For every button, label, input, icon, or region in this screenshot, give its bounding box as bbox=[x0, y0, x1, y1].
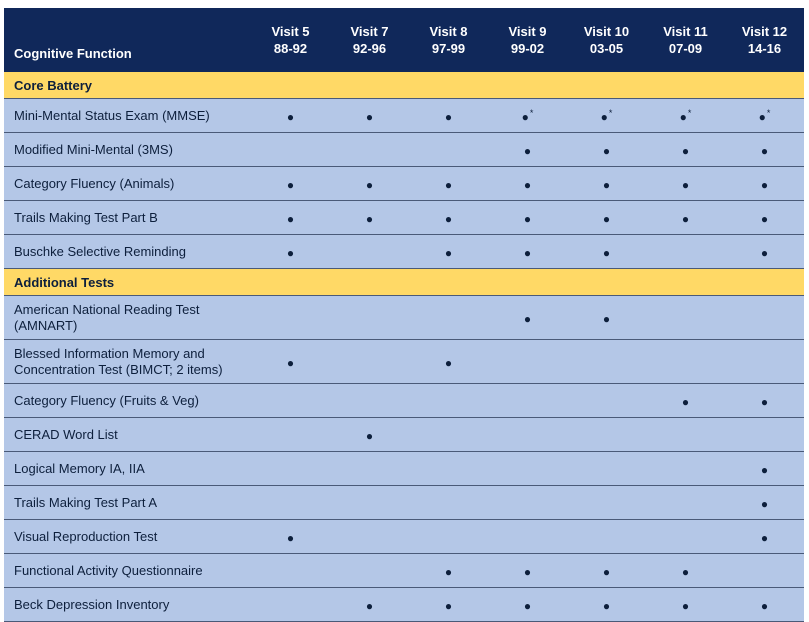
visit-cell bbox=[251, 588, 330, 622]
visit-name: Visit 10 bbox=[583, 24, 630, 39]
visit-cell bbox=[409, 452, 488, 486]
test-name: Logical Memory IA, IIA bbox=[4, 452, 251, 486]
visit-cell bbox=[725, 133, 804, 167]
test-name: Category Fluency (Animals) bbox=[4, 167, 251, 201]
visit-cell bbox=[567, 296, 646, 340]
test-name: CERAD Word List bbox=[4, 418, 251, 452]
table-row bbox=[4, 201, 804, 235]
visit-cell bbox=[725, 554, 804, 588]
visit-name: Visit 5 bbox=[271, 24, 310, 39]
administered-dot-icon: ● bbox=[444, 212, 453, 226]
cognitive-function-table bbox=[4, 8, 804, 622]
administered-dot-icon: ● bbox=[679, 110, 687, 124]
visit-cell bbox=[251, 486, 330, 520]
visit-cell bbox=[409, 340, 488, 384]
administered-dot-icon: ● bbox=[760, 531, 769, 545]
administered-dot-icon: ● bbox=[286, 110, 295, 124]
visit-cell bbox=[646, 384, 725, 418]
visit-cell bbox=[646, 133, 725, 167]
administered-dot-icon: ● bbox=[523, 212, 532, 226]
visit-cell bbox=[725, 588, 804, 622]
column-header-visit bbox=[251, 8, 330, 72]
administered-dot-icon: ● bbox=[365, 429, 374, 443]
table-row bbox=[4, 235, 804, 269]
visit-cell bbox=[725, 167, 804, 201]
test-name: Modified Mini-Mental (3MS) bbox=[4, 133, 251, 167]
visit-cell bbox=[330, 133, 409, 167]
visit-cell bbox=[251, 235, 330, 269]
visit-cell bbox=[488, 418, 567, 452]
administered-dot-icon: ● bbox=[760, 144, 769, 158]
visit-cell bbox=[725, 235, 804, 269]
visit-cell bbox=[567, 486, 646, 520]
visit-cell bbox=[251, 133, 330, 167]
visit-cell bbox=[567, 554, 646, 588]
administered-dot-icon: ● bbox=[365, 110, 374, 124]
table-row bbox=[4, 486, 804, 520]
test-name: Category Fluency (Fruits & Veg) bbox=[4, 384, 251, 418]
administered-dot-icon: ● bbox=[681, 395, 690, 409]
table-row bbox=[4, 133, 804, 167]
visit-cell bbox=[646, 486, 725, 520]
visit-cell bbox=[567, 133, 646, 167]
visit-cell bbox=[488, 588, 567, 622]
visit-name: Visit 7 bbox=[350, 24, 389, 39]
administered-dot-icon: ● bbox=[760, 497, 769, 511]
visit-cell bbox=[330, 201, 409, 235]
administered-dot-icon: ● bbox=[444, 178, 453, 192]
administered-dot-icon: ● bbox=[521, 110, 529, 124]
administered-dot-icon: ● bbox=[681, 599, 690, 613]
visit-cell bbox=[409, 99, 488, 133]
footnote-asterisk: * bbox=[687, 108, 692, 118]
table-row bbox=[4, 554, 804, 588]
visit-cell bbox=[409, 167, 488, 201]
test-name: Trails Making Test Part B bbox=[4, 201, 251, 235]
visit-years: 97-99 bbox=[431, 41, 466, 56]
table-row bbox=[4, 296, 804, 340]
visit-cell bbox=[725, 418, 804, 452]
visit-cell bbox=[330, 167, 409, 201]
header-row bbox=[4, 8, 804, 72]
administered-dot-icon: ● bbox=[681, 565, 690, 579]
visit-cell bbox=[567, 340, 646, 384]
visit-cell bbox=[725, 486, 804, 520]
visit-cell bbox=[488, 486, 567, 520]
visit-cell bbox=[567, 588, 646, 622]
visit-cell bbox=[646, 296, 725, 340]
visit-cell bbox=[251, 384, 330, 418]
visit-cell bbox=[488, 201, 567, 235]
administered-dot-icon: ● bbox=[760, 463, 769, 477]
visit-cell bbox=[251, 340, 330, 384]
visit-cell bbox=[488, 167, 567, 201]
section-header-row bbox=[4, 269, 804, 296]
visit-cell bbox=[488, 99, 567, 133]
visit-cell bbox=[488, 340, 567, 384]
footnote-asterisk: * bbox=[766, 108, 771, 118]
visit-cell bbox=[409, 554, 488, 588]
visit-name: Visit 8 bbox=[429, 24, 468, 39]
visit-cell bbox=[725, 340, 804, 384]
visit-cell bbox=[488, 296, 567, 340]
administered-dot-icon: ● bbox=[444, 356, 453, 370]
visit-cell bbox=[330, 296, 409, 340]
table-header bbox=[4, 8, 804, 72]
test-name: American National Reading Test (AMNART) bbox=[4, 296, 251, 340]
administered-dot-icon: ● bbox=[286, 531, 295, 545]
visit-cell bbox=[646, 554, 725, 588]
table-row bbox=[4, 99, 804, 133]
test-name: Buschke Selective Reminding bbox=[4, 235, 251, 269]
section-title: Additional Tests bbox=[4, 269, 804, 296]
visit-cell bbox=[330, 418, 409, 452]
administered-dot-icon: ● bbox=[602, 178, 611, 192]
visit-cell bbox=[251, 167, 330, 201]
visit-cell bbox=[725, 99, 804, 133]
visit-cell bbox=[567, 167, 646, 201]
visit-cell bbox=[330, 486, 409, 520]
test-name: Beck Depression Inventory bbox=[4, 588, 251, 622]
visit-cell bbox=[646, 167, 725, 201]
footnote-asterisk: * bbox=[608, 108, 613, 118]
administered-dot-icon: ● bbox=[681, 212, 690, 226]
visit-years: 88-92 bbox=[273, 41, 308, 56]
section-title: Core Battery bbox=[4, 72, 804, 99]
visit-years: 03-05 bbox=[589, 41, 624, 56]
administered-dot-icon: ● bbox=[286, 246, 295, 260]
administered-dot-icon: ● bbox=[681, 178, 690, 192]
visit-name: Visit 11 bbox=[663, 24, 708, 39]
visit-cell bbox=[567, 99, 646, 133]
table-row bbox=[4, 588, 804, 622]
table-row bbox=[4, 340, 804, 384]
visit-cell bbox=[330, 452, 409, 486]
administered-dot-icon: ● bbox=[365, 599, 374, 613]
visit-cell bbox=[488, 384, 567, 418]
administered-dot-icon: ● bbox=[523, 178, 532, 192]
visit-years: 14-16 bbox=[747, 41, 782, 56]
administered-dot-icon: ● bbox=[365, 212, 374, 226]
administered-dot-icon: ● bbox=[681, 144, 690, 158]
administered-dot-icon: ● bbox=[444, 246, 453, 260]
administered-dot-icon: ● bbox=[444, 565, 453, 579]
table-row bbox=[4, 418, 804, 452]
administered-dot-icon: ● bbox=[444, 110, 453, 124]
visit-cell bbox=[488, 235, 567, 269]
visit-cell bbox=[330, 588, 409, 622]
visit-cell bbox=[725, 296, 804, 340]
visit-cell bbox=[567, 384, 646, 418]
administered-dot-icon: ● bbox=[444, 599, 453, 613]
visit-cell bbox=[646, 201, 725, 235]
visit-cell bbox=[488, 554, 567, 588]
test-name: Mini-Mental Status Exam (MMSE) bbox=[4, 99, 251, 133]
administered-dot-icon: ● bbox=[602, 144, 611, 158]
visit-cell bbox=[409, 486, 488, 520]
visit-cell bbox=[251, 201, 330, 235]
footnote-asterisk: * bbox=[529, 108, 534, 118]
visit-cell bbox=[409, 201, 488, 235]
test-name: Visual Reproduction Test bbox=[4, 520, 251, 554]
administered-dot-icon: ● bbox=[523, 599, 532, 613]
administered-dot-icon: ● bbox=[523, 565, 532, 579]
visit-cell bbox=[567, 452, 646, 486]
visit-cell bbox=[330, 554, 409, 588]
administered-dot-icon: ● bbox=[286, 178, 295, 192]
visit-cell bbox=[646, 99, 725, 133]
visit-cell bbox=[646, 340, 725, 384]
visit-cell bbox=[646, 588, 725, 622]
visit-cell bbox=[330, 340, 409, 384]
administered-dot-icon: ● bbox=[760, 599, 769, 613]
visit-cell bbox=[330, 235, 409, 269]
visit-cell bbox=[646, 418, 725, 452]
visit-cell bbox=[488, 452, 567, 486]
visit-name: Visit 12 bbox=[741, 24, 788, 39]
table-body bbox=[4, 72, 804, 622]
column-header-visit bbox=[409, 8, 488, 72]
column-header-visit bbox=[567, 8, 646, 72]
visit-cell bbox=[567, 418, 646, 452]
visit-years: 99-02 bbox=[510, 41, 545, 56]
column-header-visit bbox=[488, 8, 567, 72]
visit-cell bbox=[251, 418, 330, 452]
administered-dot-icon: ● bbox=[523, 246, 532, 260]
visit-years: 07-09 bbox=[668, 41, 703, 56]
table-row bbox=[4, 452, 804, 486]
visit-cell bbox=[567, 201, 646, 235]
administered-dot-icon: ● bbox=[523, 144, 532, 158]
administered-dot-icon: ● bbox=[365, 178, 374, 192]
administered-dot-icon: ● bbox=[286, 212, 295, 226]
administered-dot-icon: ● bbox=[760, 178, 769, 192]
visit-cell bbox=[330, 384, 409, 418]
visit-cell bbox=[251, 452, 330, 486]
visit-cell bbox=[725, 452, 804, 486]
administered-dot-icon: ● bbox=[523, 312, 532, 326]
column-header-cognitive-function: Cognitive Function bbox=[4, 8, 251, 72]
visit-cell bbox=[646, 452, 725, 486]
visit-cell bbox=[409, 235, 488, 269]
visit-cell bbox=[646, 235, 725, 269]
visit-name: Visit 9 bbox=[508, 24, 547, 39]
visit-cell bbox=[725, 384, 804, 418]
table-row bbox=[4, 384, 804, 418]
visit-cell bbox=[567, 235, 646, 269]
administered-dot-icon: ● bbox=[286, 356, 295, 370]
administered-dot-icon: ● bbox=[602, 212, 611, 226]
test-name: Trails Making Test Part A bbox=[4, 486, 251, 520]
visit-cell bbox=[409, 133, 488, 167]
administered-dot-icon: ● bbox=[760, 212, 769, 226]
test-name: Blessed Information Memory and Concentration Test (BIMCT; 2 items) bbox=[4, 340, 251, 384]
administered-dot-icon: ● bbox=[602, 565, 611, 579]
column-header-visit bbox=[330, 8, 409, 72]
visit-years: 92-96 bbox=[352, 41, 387, 56]
visit-cell bbox=[251, 99, 330, 133]
visit-cell bbox=[409, 588, 488, 622]
administered-dot-icon: ● bbox=[602, 246, 611, 260]
administered-dot-icon: ● bbox=[760, 395, 769, 409]
administered-dot-icon: ● bbox=[600, 110, 608, 124]
table-row bbox=[4, 167, 804, 201]
visit-cell bbox=[488, 133, 567, 167]
column-header-visit bbox=[725, 8, 804, 72]
administered-dot-icon: ● bbox=[758, 110, 766, 124]
visit-cell bbox=[725, 201, 804, 235]
administered-dot-icon: ● bbox=[602, 312, 611, 326]
test-name: Functional Activity Questionnaire bbox=[4, 554, 251, 588]
visit-cell bbox=[330, 99, 409, 133]
visit-cell bbox=[409, 296, 488, 340]
visit-cell bbox=[409, 418, 488, 452]
visit-cell bbox=[251, 296, 330, 340]
column-header-visit bbox=[646, 8, 725, 72]
section-header-row bbox=[4, 72, 804, 99]
visit-cell bbox=[409, 384, 488, 418]
administered-dot-icon: ● bbox=[602, 599, 611, 613]
visit-cell bbox=[251, 554, 330, 588]
administered-dot-icon: ● bbox=[760, 246, 769, 260]
